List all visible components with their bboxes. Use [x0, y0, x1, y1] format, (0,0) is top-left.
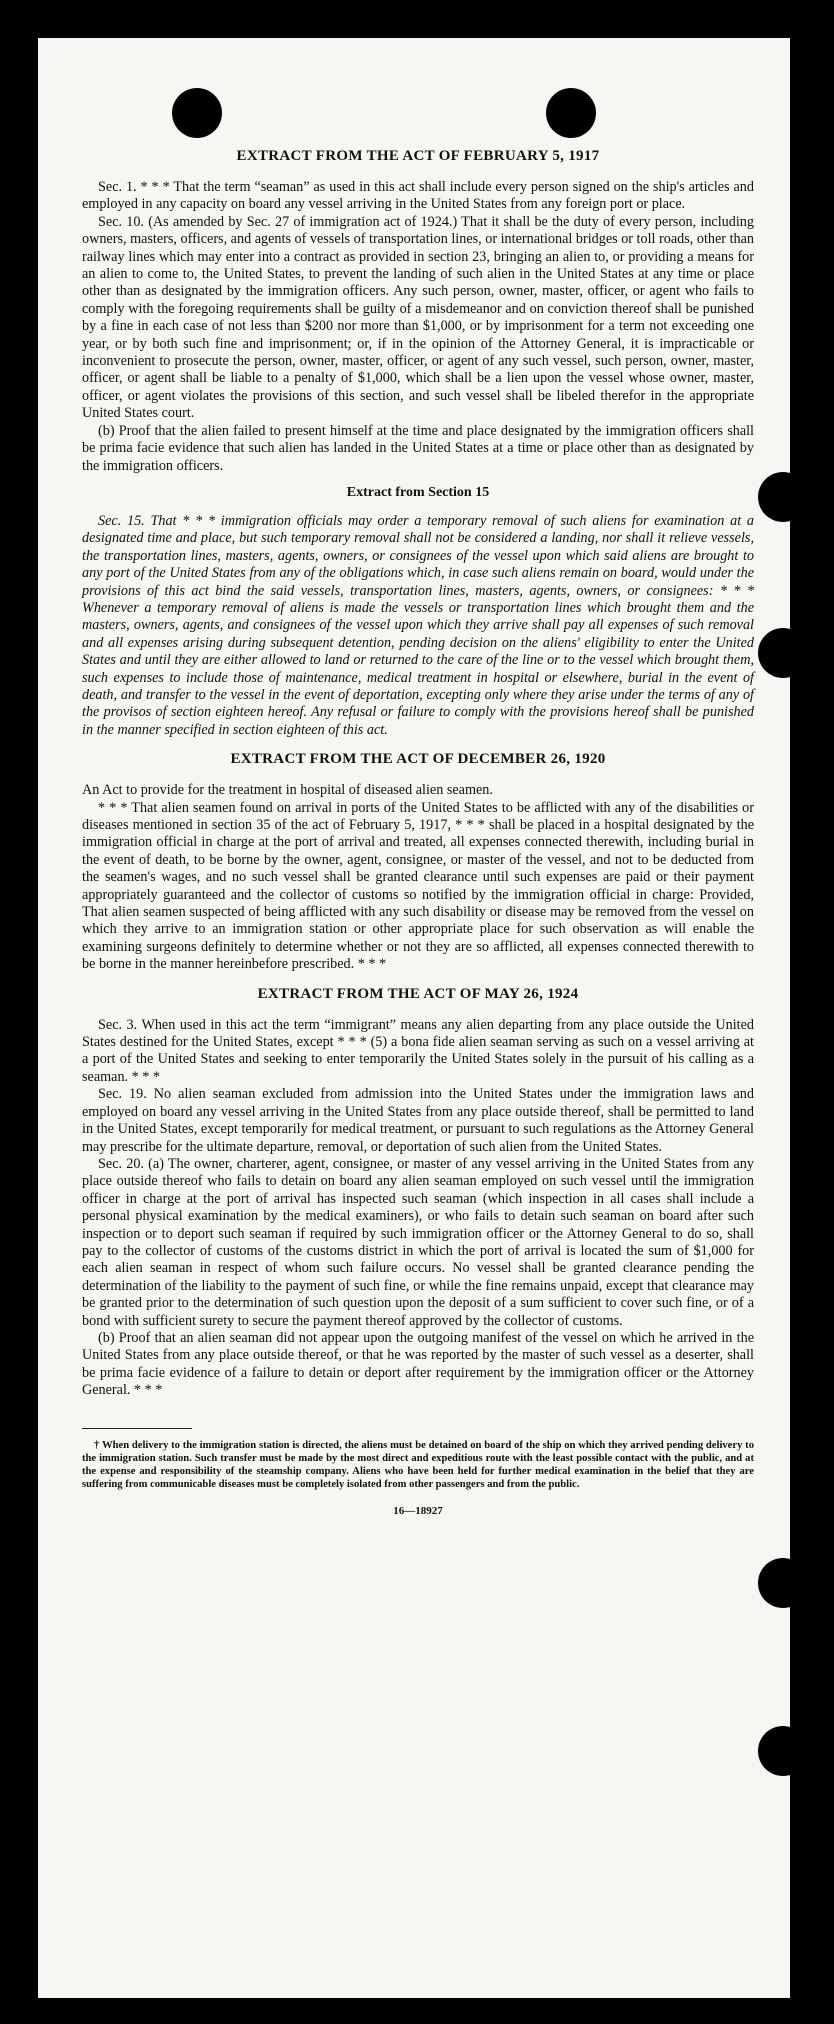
section-3-paragraph: Sec. 3. When used in this act the term “immigrant” means any alien departing from any place outside the United States destined for the United States, except * * * (5) a bona fide alien seaman serving as such on a vessel arriving at a port of the United States and seeking to enter temporarily the United States solely in the pursuit of his calling as a seaman. * * *	[82, 1016, 754, 1085]
footnote-divider	[82, 1428, 192, 1429]
punch-hole	[758, 1558, 808, 1608]
punch-hole	[546, 88, 596, 138]
act-1920-paragraph: * * * That alien seamen found on arrival in ports of the United States to be afflicted with any of the disabilities or diseases mentioned in section 35 of the act of February 5, 1917, * * * shall be placed in a hospital designated by the immigration official in charge at the port of arrival and treated, all expenses connected therewith, including burial in the event of death, to be borne by the owner, agent, consignee, or master of the vessel, and not to be deducted from the seamen's wages, and no such vessel shall be granted clearance until such expenses are paid or their payment appropriately guaranteed and the collector of customs so notified by the immigration official in charge: Provided, That alien seamen suspected of being afflicted with any such disability or disease may be removed from the vessel on which they arrive to an immigration station or other appropriate place for such observation as will enable the examining surgeons definitely to determine whether or not they are so afflicted, all expenses connected therewith to be borne in the manner hereinbefore prescribed. * * *	[82, 799, 754, 973]
footnote: † When delivery to the immigration station is directed, the aliens must be detained on board of the ship on which they arrived pending delivery to the immigration station. Such transfer must be made by the most direct and expeditious route with the least possible contact with the public, and at the expense and responsibility of the steamship company. Aliens who have been held for further medical examination in the belief that they are suffering from communicable diseases must be completely isolated from other passengers and from the public.	[82, 1439, 754, 1490]
punch-hole	[758, 1726, 808, 1776]
section-19-paragraph: Sec. 19. No alien seaman excluded from admission into the United States under the immigration laws and employed on board any vessel arriving in the United States from any place outside thereof, shall be permitted to land in the United States, except temporarily for medical treatment, or pursuant to such regulations as the Attorney General may prescribe for the ultimate departure, removal, or deportation of such alien from the United States.	[82, 1086, 754, 1155]
punch-hole	[758, 472, 808, 522]
section-20a-paragraph: Sec. 20. (a) The owner, charterer, agent, consignee, or master of any vessel arriving in the United States from any place outside thereof who fails to detain on board any alien seaman employed on such vessel until the immigration officer in charge at the port of arrival has inspected such seaman (which inspection in all cases shall include a personal physical examination by the medical examiners), or who fails to detain such seaman on board after such inspection or to deport such seaman if required by such immigration officer or the Attorney General to do so, shall pay to the collector of customs of the customs district in which the port of arrival is located the sum of $1,000 for each alien seaman in respect of whom such failure occurs. No vessel shall be granted clearance pending the determination of the liability to the payment of such fine, or while the fine remains unpaid, except that clearance may be granted prior to the determination of such question upon the deposit of a sum sufficient to cover such fine, or of a bond with sufficient surety to secure the payment thereof approved by the collector of customs.	[82, 1155, 754, 1329]
section-15-paragraph: Sec. 15. That * * * immigration officials may order a temporary removal of such aliens for examination at a designated time and place, but such temporary removal shall not be considered a landing, nor shall it relieve vessels, the transportation lines, masters, agents, owners, or consignees of the vessel upon which said aliens are brought to any port of the United States from any of the obligations which, in case such aliens remain on board, would under the provisions of this act bind the said vessels, transportation lines, masters, agents, owners, or consignees: * * * Whenever a temporary removal of aliens is made the vessels or transportation lines which brought them and the masters, owners, agents, and consignees of the vessel upon which they arrive shall pay all expenses of such removal and all expenses arising during subsequent detention, pending decision on the aliens' eligibility to enter the United States and until they are either allowed to land or returned to the care of the line or to the vessel which brought them, such expenses to include those of maintenance, medical treatment in hospital or elsewhere, burial in the event of death, and transfer to the vessel in the event of deportation, excepting only where they arise under the terms of any of the provisos of section eighteen hereof. Any refusal or failure to comply with the provisions hereof shall be punished in the manner specified in section eighteen of this act.	[82, 512, 754, 738]
punch-hole	[172, 88, 222, 138]
section-10b-paragraph: (b) Proof that the alien failed to present himself at the time and place designated by the immigration officers shall be prima facie evidence that such alien has landed in the United States at a time or place other than as designated by the immigration officers.	[82, 422, 754, 474]
heading-section-15: Extract from Section 15	[346, 484, 490, 500]
heading-act-feb-1917: EXTRACT FROM THE ACT OF FEBRUARY 5, 1917	[236, 148, 600, 164]
punch-hole	[758, 628, 808, 678]
section-1-paragraph: Sec. 1. * * * That the term “seaman” as used in this act shall include every person signed on the ship's articles and employed in any capacity on board any vessel arriving in the United States from any foreign port or place.	[82, 179, 754, 213]
section-10-paragraph: Sec. 10. (As amended by Sec. 27 of immigration act of 1924.) That it shall be the duty of every person, including owners, masters, officers, and agents of vessels of transportation lines, or international bridges or toll roads, other than railway lines which may enter into a contract as provided in section 23, bringing an alien to, or providing a means for an alien to come to, the United States, to prevent the landing of such alien in the United States at any time or place other than as designated by the immigration officers. Any such person, owner, master, officer, or agent who fails to comply with the foregoing requirements shall be guilty of a misdemeanor and on conviction thereof shall be punished by a fine in each case of not less than $200 nor more than $1,000, or by imprisonment for a term not exceeding one year, or by both such fine and imprisonment; or, if in the opinion of the Attorney General, it is impracticable or inconvenient to prosecute the person, owner, master, officer, or agent of any such vessel, such person, owner, master, officer, or agent shall be liable to a penalty of $1,000, which shall be a lien upon the vessel whose owner, master, officer, or agent violates the provisions of this section, and such vessel shall be libeled therefor in the appropriate United States court.	[82, 213, 754, 422]
heading-act-may-1924: EXTRACT FROM THE ACT OF MAY 26, 1924	[257, 985, 579, 1002]
heading-act-dec-1920: EXTRACT FROM THE ACT OF DECEMBER 26, 1920	[230, 751, 606, 768]
form-number: 16—18927	[393, 1504, 443, 1517]
act-1920-intro: An Act to provide for the treatment in hospital of diseased alien seamen.	[82, 782, 493, 799]
document-page	[38, 38, 790, 1998]
section-20b-paragraph: (b) Proof that an alien seaman did not appear upon the outgoing manifest of the vessel on which he arrived in the United States from any place outside thereof, or that he was reported by the master of such vessel as a deserter, shall be prima facie evidence of a failure to detain or deport after requirement by the immigration officer or the Attorney General. * * *	[82, 1329, 754, 1399]
